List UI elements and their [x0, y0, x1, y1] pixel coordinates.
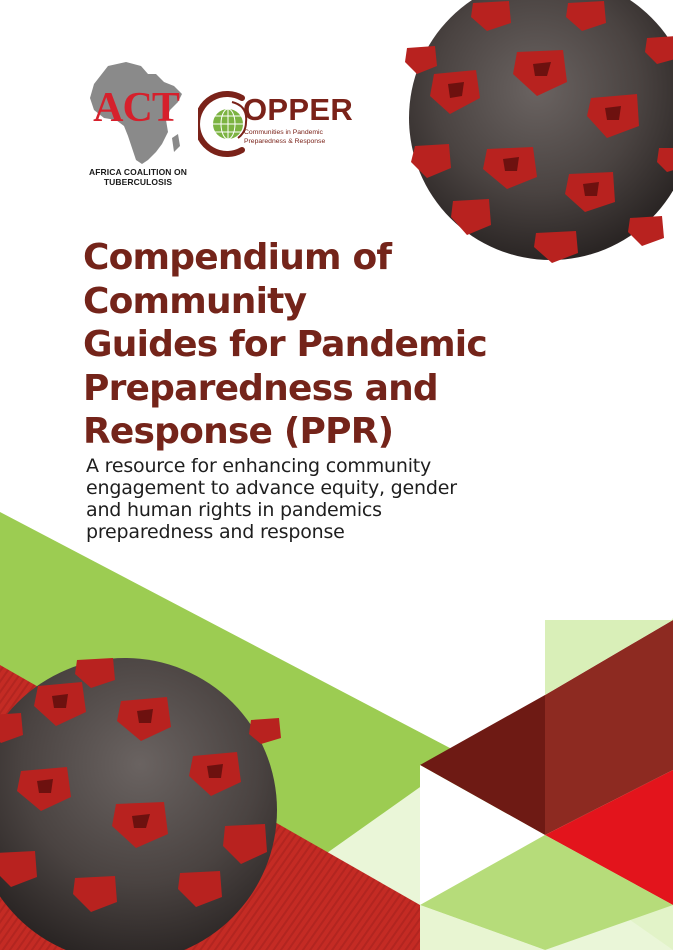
- act-caption-line: TUBERCULOSIS: [103, 177, 173, 187]
- virus-top-right: [405, 0, 673, 263]
- copper-tagline-line: Communities in Pandemic: [244, 129, 323, 136]
- subtitle-line: and human rights in pandemics: [86, 499, 382, 521]
- act-logo-caption: [78, 167, 198, 187]
- act-caption-line: AFRICA COALITION ON: [89, 167, 187, 177]
- title-line: Response (PPR): [83, 411, 394, 452]
- title-line: Compendium of: [83, 237, 392, 278]
- copper-logo-wordmark: OPPER: [243, 92, 354, 127]
- document-title: [83, 236, 643, 454]
- document-subtitle: [86, 455, 606, 543]
- subtitle-line: preparedness and response: [86, 521, 345, 543]
- title-line: Community: [83, 280, 307, 322]
- title-line: Guides for Pandemic: [83, 324, 487, 365]
- act-logo-wordmark: ACT: [93, 85, 179, 131]
- subtitle-line: A resource for enhancing community: [86, 455, 432, 477]
- subtitle-line: engagement to advance equity, gender: [86, 477, 457, 499]
- copper-tagline-line: Preparedness & Response: [244, 137, 326, 145]
- copper-logo-tagline: [244, 129, 374, 146]
- title-line: Preparedness and: [83, 367, 438, 409]
